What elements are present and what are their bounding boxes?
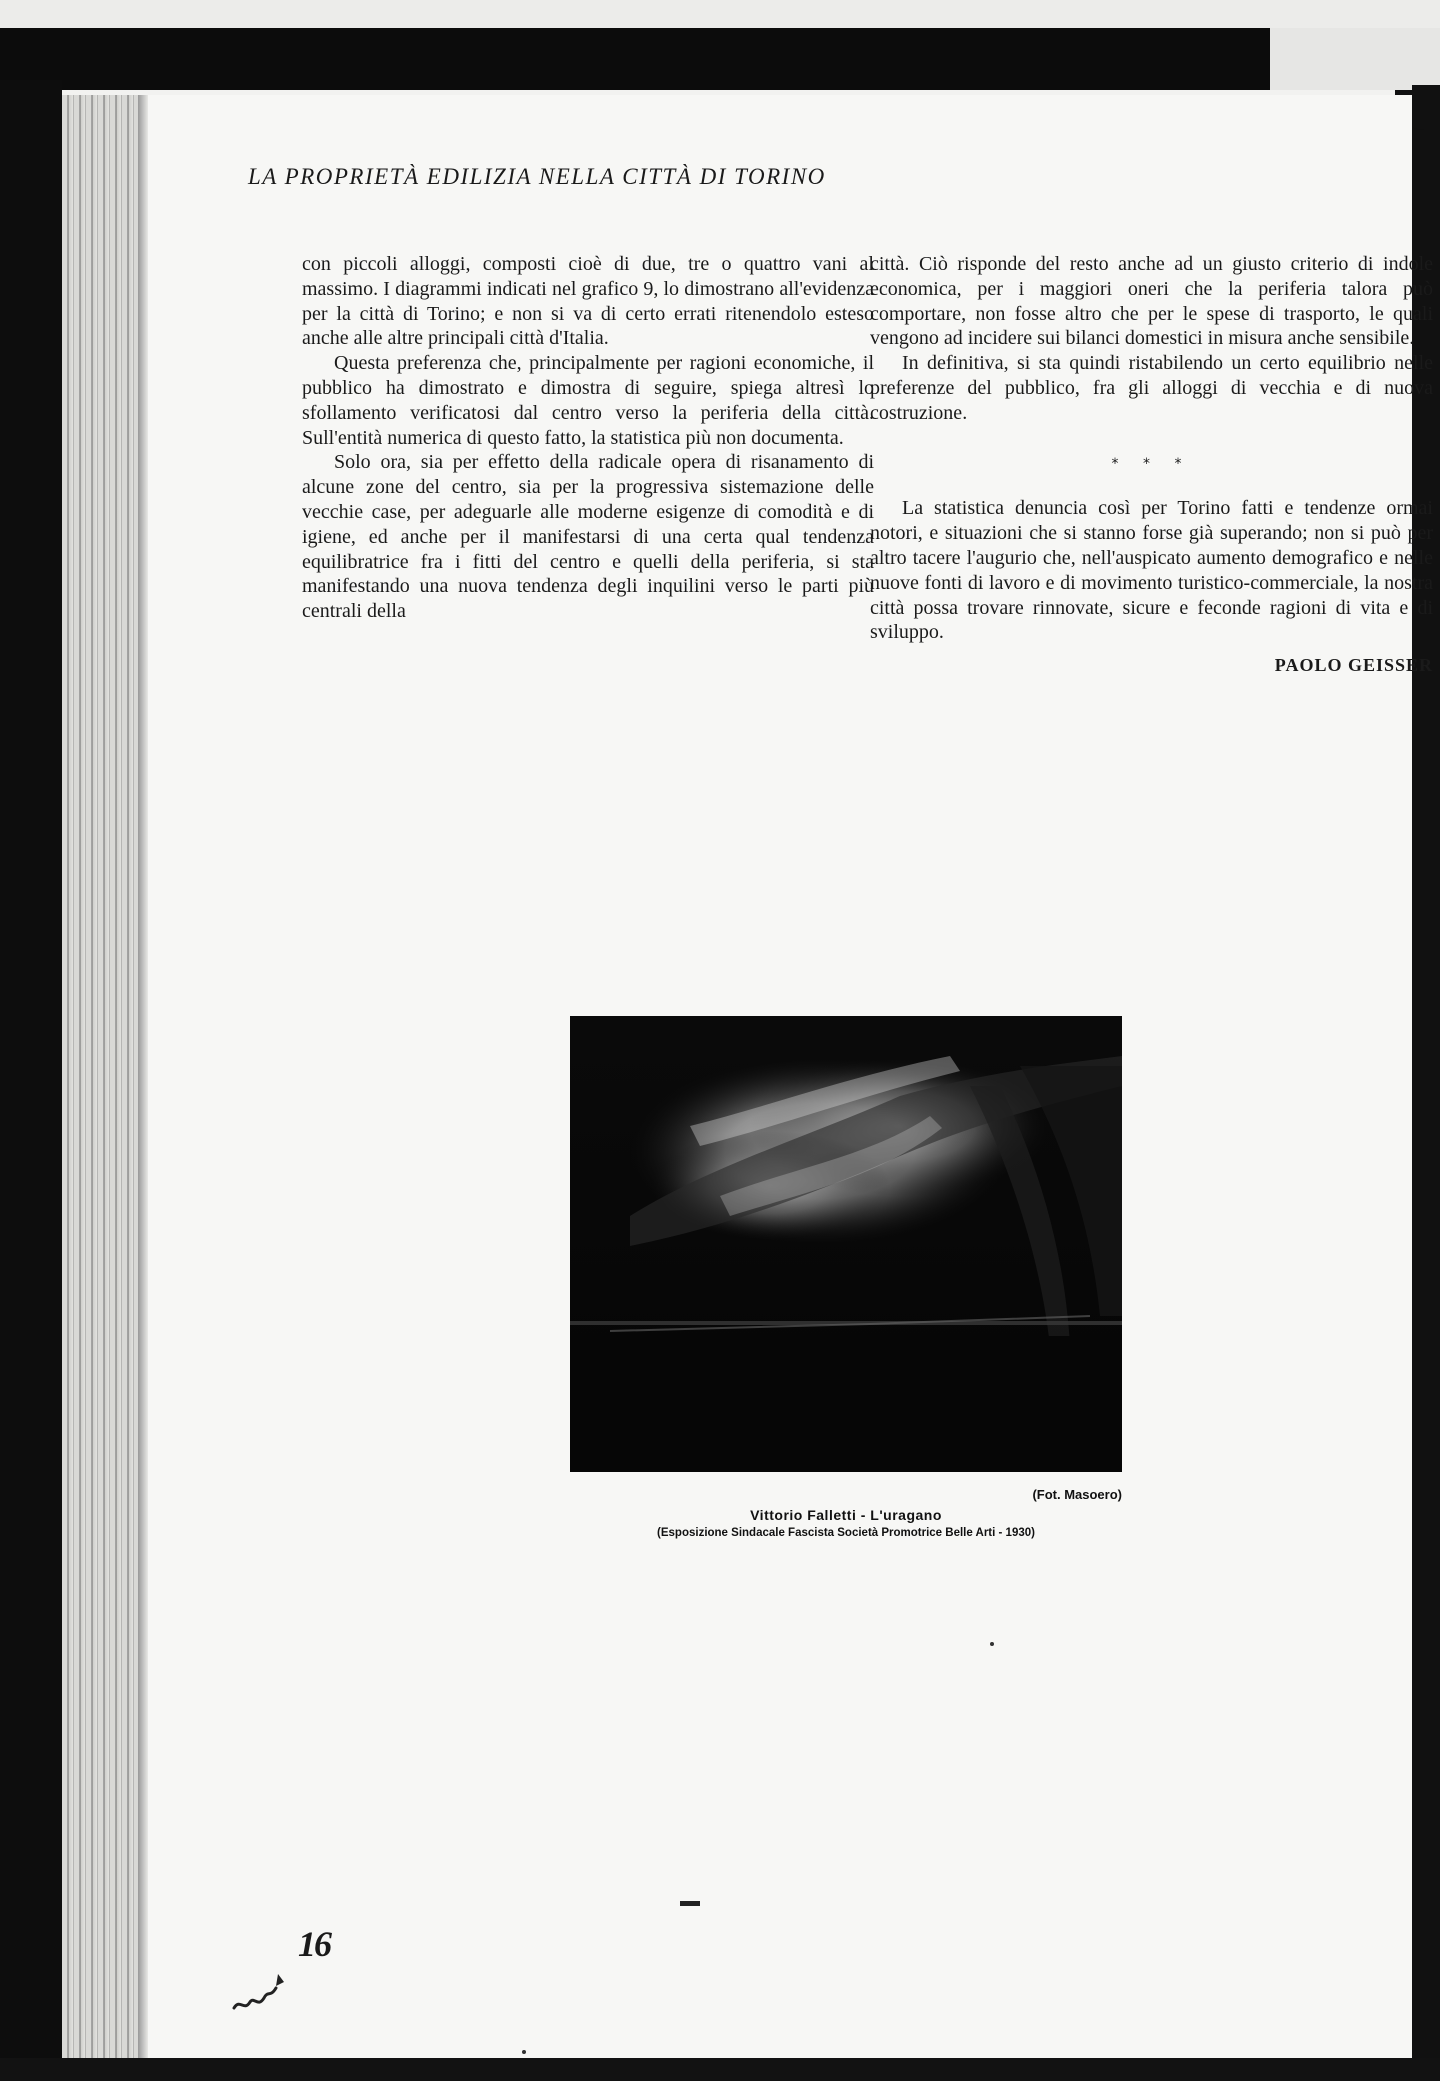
painting-photo bbox=[570, 1016, 1122, 1472]
handwritten-mark-icon bbox=[230, 1968, 300, 2018]
scan-speck bbox=[990, 1642, 994, 1646]
scan-speck bbox=[522, 2050, 526, 2054]
running-head: LA PROPRIETÀ EDILIZIA NELLA CITTÀ DI TORINO bbox=[248, 164, 826, 189]
scan-bottom-shadow bbox=[0, 2058, 1440, 2081]
scan-top-border bbox=[0, 0, 1440, 28]
storm-painting-image bbox=[570, 1016, 1122, 1472]
scan-top-shadow bbox=[0, 28, 1270, 90]
left-column bbox=[302, 252, 874, 624]
section-separator: * * * bbox=[1111, 455, 1192, 472]
photo-credit: (Fot. Masoero) bbox=[1032, 1487, 1122, 1502]
book-gutter-shade bbox=[138, 95, 148, 2081]
paragraph: città. Ciò risponde del resto anche ad un giusto criterio di indole economica, per i maggiori oneri che la periferia talora può comportare, non fosse altro che per le spese di trasporto, le quali vengono ad incidere sui bilanci domestici in misura anche sensibile. bbox=[870, 253, 1433, 350]
book-page-edges bbox=[62, 95, 147, 2081]
paragraph: con piccoli alloggi, composti cioè di due, tre o quattro vani al massimo. I diagrammi indicati nel grafico 9, lo dimostrano all'evidenza per la città di Torino; e non si va di certo errati ritenendolo esteso anche alle altre principali città d'Italia. bbox=[302, 253, 874, 350]
scan-left-shadow bbox=[0, 80, 62, 2081]
page-number: 16 bbox=[298, 1924, 330, 1964]
paragraph: Solo ora, sia per effetto della radicale opera di risanamento di alcune zone del centro, sia per la progressiva sistemazione delle vecchie case, per adeguarle alle moderne esigenze di comodità e di igiene, ed anche per il manifestarsi di una certa qual tendenza equilibratrice fra i fitti del centro e quelli della periferia, si sta manifestando una nuova tendenza degli inquilini verso le parti più centrali della bbox=[302, 451, 874, 623]
right-column bbox=[870, 252, 1433, 678]
figure-caption-title: Vittorio Falletti - L'uragano bbox=[750, 1507, 942, 1523]
printer-mark bbox=[680, 1901, 700, 1906]
paragraph: In definitiva, si sta quindi ristabilendo un certo equilibrio nelle preferenze del pubblico, fra gli alloggi di vecchia e di nuova costruzione. bbox=[870, 352, 1433, 424]
author-signature: PAOLO GEISSER bbox=[1274, 655, 1433, 676]
figure-caption-subtitle: (Esposizione Sindacale Fascista Società Promotrice Belle Arti - 1930) bbox=[657, 1527, 1035, 1539]
closing-paragraph: La statistica denuncia così per Torino fatti e tendenze ormai notori, e situazioni che si stanno forse già superando; non si può per altro tacere l'augurio che, nell'auspicato aumento demografico e nelle nuove fonti di lavoro e di movimento turistico-commerciale, la nostra città possa trovare rinnovate, sicure e feconde ragioni di vita e di sviluppo. bbox=[870, 497, 1433, 644]
paragraph: Questa preferenza che, principalmente per ragioni economiche, il pubblico ha dimostrato e dimostra di seguire, spiega altresì lo sfollamento verificatosi dal centro verso la periferia della città. Sull'entità numerica di questo fatto, la statistica più non documenta. bbox=[302, 352, 874, 449]
scan-top-gap bbox=[1270, 28, 1440, 90]
